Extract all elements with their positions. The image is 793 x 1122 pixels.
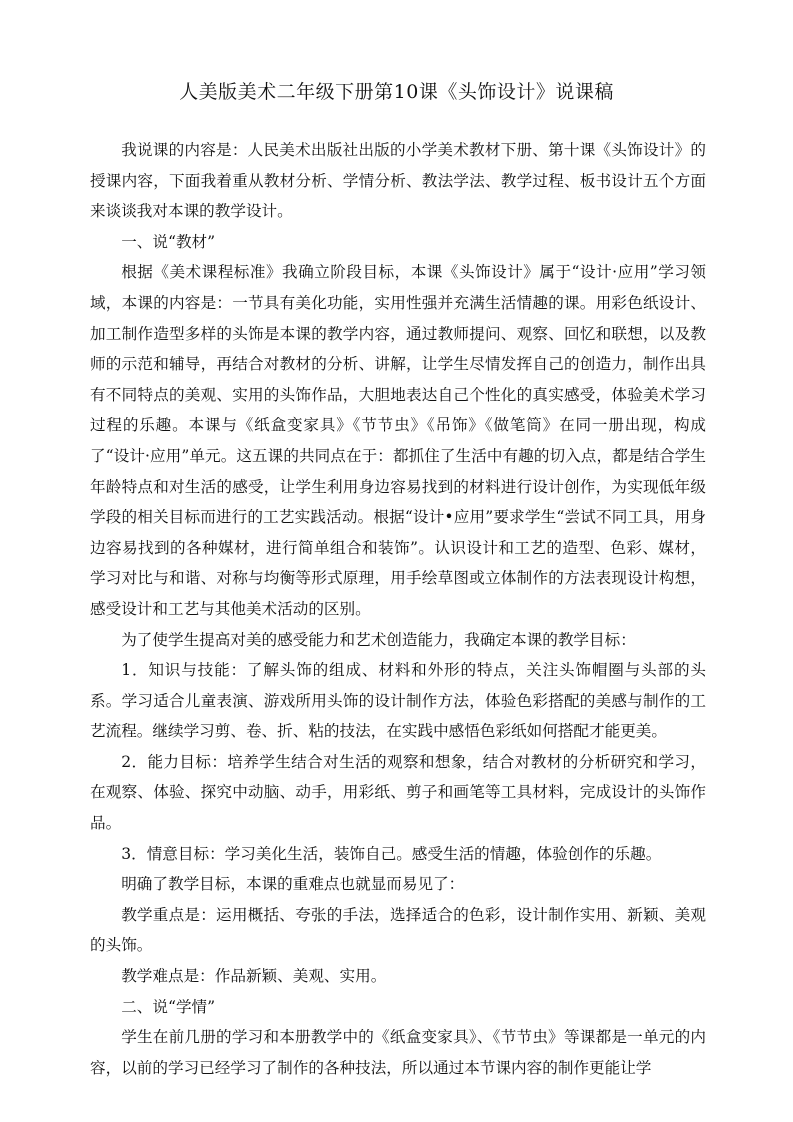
- paragraph-textbook-analysis: 根据《美术课程标准》我确立阶段目标，本课《头饰设计》属于“设计·应用”学习领域，本课的内容是：一节具有美化功能，实用性强并充满生活情趣的课。用彩色纸设计、加工制作造型多样的头饰是本课的教学内容，通过教师提问、观察、回忆和联想，以及教师的示范和辅导，再结合对教材的分析、讲解，让学生尽情发挥自己的创造力，制作出具有不同特点的美观、实用的头饰作品，大胆地表达自己个性化的真实感受，体验美术学习过程的乐趣。本课与《纸盒变家具》《节节虫》《吊饰》《做笔筒》在同一册出现，构成了“设计·应用”单元。这五课的共同点在于：都抓住了生活中有趣的切入点，都是结合学生年龄特点和对生活的感受，让学生利用身边容易找到的材料进行设计创作，为实现低年级学段的相关目标而进行的工艺实践活动。根据“设计•应用”要求学生“尝试不同工具，用身边容易找到的各种媒材，进行简单组合和装饰”。认识设计和工艺的造型、色彩、媒材，学习对比与和谐、对称与均衡等形式原理，用手绘草图或立体制作的方法表现设计构想，感受设计和工艺与其他美术活动的区别。: [90, 263, 706, 618]
- document-body: [90, 135, 706, 1083]
- section-heading-learners: 二、说“学情”: [121, 997, 216, 1016]
- paragraph-teaching-difficulty: 教学难点是：作品新颖、美观、实用。: [121, 967, 387, 986]
- goal-emotion: 3．情意目标：学习美化生活，装饰自己。感受生活的情趣，体验创作的乐趣。: [121, 844, 662, 863]
- document-title: 人美版美术二年级下册第10课《头饰设计》说课稿: [179, 81, 614, 103]
- paragraph-goals-intro: 为了使学生提高对美的感受能力和艺术创造能力，我确定本课的教学目标：: [121, 630, 636, 649]
- paragraph-teaching-focus: 教学重点是：运用概括、夸张的手法，选择适合的色彩，设计制作实用、新颖、美观的头饰。: [90, 905, 706, 955]
- paragraph-key-points-intro: 明确了教学目标，本课的重难点也就显而易见了：: [121, 875, 465, 894]
- section-heading-textbook: 一、说“教材”: [121, 232, 216, 251]
- paragraph-intro: 我说课的内容是：人民美术出版社出版的小学美术教材下册、第十课《头饰设计》的授课内容，下面我着重从教材分析、学情分析、教法学法、教学过程、板书设计五个方面来谈谈我对本课的教学设计。: [90, 141, 706, 221]
- goal-knowledge-skills: 1．知识与技能：了解头饰的组成、材料和外形的特点，关注头饰帽圈与头部的头系。学习适合儿童表演、游戏所用头饰的设计制作方法，体验色彩搭配的美感与制作的工艺流程。继续学习剪、卷、折、粘的技法，在实践中感悟色彩纸如何搭配才能更美。: [90, 661, 706, 741]
- goal-ability: 2．能力目标：培养学生结合对生活的观察和想象，结合对教材的分析研究和学习，在观察、体验、探究中动脑、动手，用彩纸、剪子和画笔等工具材料，完成设计的头饰作品。: [90, 752, 706, 833]
- paragraph-learner-analysis: 学生在前几册的学习和本册教学中的《纸盒变家具》、《节节虫》等课都是一单元的内容，以前的学习已经学习了制作的各种技法，所以通过本节课内容的制作更能让学: [90, 1028, 706, 1077]
